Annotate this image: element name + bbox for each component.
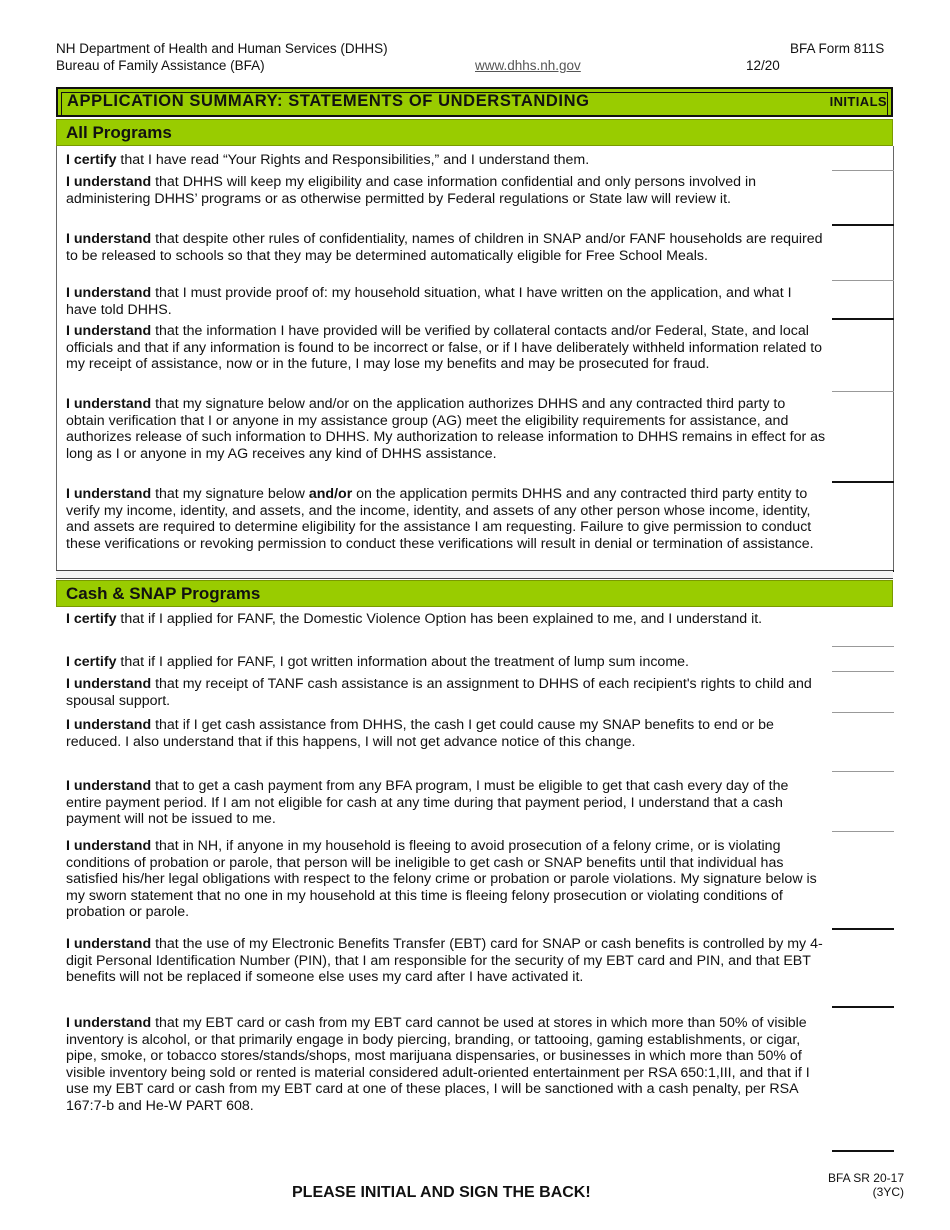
initials-line[interactable] <box>832 280 894 281</box>
statement: I understand that my signature below and/or on the application authorizes DHHS and any contracted third party to obtain verification that I or anyone in my assistance group (AG) meet the eligibility requirements for assistance, and authorizes release of such information to DHHS. My authorization to release information to DHHS remains in effect for as long as I or anyone in my AG receives any kind of DHHS assistance. <box>66 396 826 462</box>
form-date: 12/20 <box>746 58 780 73</box>
initials-line[interactable] <box>832 481 894 483</box>
statement: I certify that if I applied for FANF, I got written information about the treatment of lump sum income. <box>66 654 689 670</box>
page-title: APPLICATION SUMMARY: STATEMENTS OF UNDERSTANDING <box>67 92 590 110</box>
initials-line[interactable] <box>832 1150 894 1152</box>
statement: I understand that to get a cash payment from any BFA program, I must be eligible to get that cash every day of the entire payment period. If I am not eligible for cash at any time during that payment period, I understand that a cash payment will not be issued to me. <box>66 778 789 827</box>
section-heading-label: Cash & SNAP Programs <box>66 584 261 603</box>
form-code-line: BFA SR 20-17 <box>827 1171 904 1185</box>
statement: I understand that the use of my Electronic Benefits Transfer (EBT) card for SNAP or cash benefits is controlled by my 4-digit Personal Identification Number (PIN), that I am responsible for the security of my EBT card and PIN, and that EBT benefits will not be replaced if someone else uses my card after I have activated it. <box>66 936 823 985</box>
statement: I understand that in NH, if anyone in my household is fleeing to avoid prosecution of a felony crime, or is violating conditions of probation or parole, that person will be ineligible to get cash or SNAP benefits until that individual has satisfied his/her legal obligations with respect to the felony crime or probation or parole violations. My signature below is my sworn statement that no one in my household at this time is fleeing felony prosecution or violating conditions of probation or parole. <box>66 838 817 920</box>
statement: I understand that my receipt of TANF cash assistance is an assignment to DHHS of each recipient's rights to child and spousal support. <box>66 676 812 709</box>
initials-line[interactable] <box>832 671 894 672</box>
statement: I understand that despite other rules of confidentiality, names of children in SNAP and/or FANF households are required to be released to schools so that they may be determined automatically eligible for Free School Meals. <box>66 231 823 264</box>
statement: I understand that DHHS will keep my eligibility and case information confidential and only persons involved in administering DHHS’ programs or as otherwise permitted by Federal regulations or State law will review it. <box>66 174 756 207</box>
statement: I understand that my signature below and/or on the application permits DHHS and any contracted third party entity to verify my income, identity, and assets, and the income, identity, and assets of any other person whose income, identity, and assets are required to determine eligibility for the assistance I am requesting. Failure to give permission to conduct these verifications or revoking permission to conduct these verifications will result in denial or termination of assistance. <box>66 486 814 552</box>
initials-line[interactable] <box>832 224 894 226</box>
statement: I understand that the information I have provided will be verified by collateral contacts and/or Federal, State, and local officials and that if any information is found to be incorrect or false, or if I have deliberately withheld information related to my receipt of assistance, now or in the future, I may lose my benefits and may be prosecuted for fraud. <box>66 323 823 372</box>
statement: I understand that I must provide proof of: my household situation, what I have written on the application, and what I have told DHHS. <box>66 285 792 318</box>
statement: I certify that if I applied for FANF, the Domestic Violence Option has been explained to me, and I understand it. <box>66 611 763 627</box>
initials-line[interactable] <box>832 391 894 392</box>
section-heading-cash-snap <box>56 580 893 607</box>
initials-line[interactable] <box>832 771 894 772</box>
form-code <box>828 1171 904 1199</box>
initials-column-header: INITIALS <box>829 94 887 109</box>
form-code-suffix: (3YC) <box>872 1185 904 1199</box>
initials-line[interactable] <box>832 646 894 647</box>
section-separator <box>56 570 893 579</box>
initials-line[interactable] <box>832 928 894 930</box>
bureau-name: Bureau of Family Assistance (BFA) <box>56 58 265 73</box>
initials-line[interactable] <box>832 831 894 832</box>
statement: I understand that my EBT card or cash from my EBT card cannot be used at stores in which more than 50% of visible inventory is alcohol, or that primarily engage in body piercing, branding, or tattooing, gaming establishments, or cigar, pipe, smoke, or tobacco stores/stands/shops, most marijuana dispensaries, or businesses in which more than 50% of visible inventory being sold or rented is material considered adult-oriented entertainment per RSA 650:1,III, and that if I use my EBT card or cash from my EBT card at one of these places, I will be sanctioned with a cash penalty, per RSA 167:7-b and He-W PART 608. <box>66 1015 810 1114</box>
initial-and-sign-notice: PLEASE INITIAL AND SIGN THE BACK! <box>292 1184 591 1201</box>
statement: I certify that I have read “Your Rights and Responsibilities,” and I understand them. <box>66 152 590 168</box>
section-heading-label: All Programs <box>66 123 172 142</box>
website-link[interactable]: www.dhhs.nh.gov <box>475 58 581 73</box>
department-name: NH Department of Health and Human Services (DHHS) <box>56 41 388 56</box>
initials-line[interactable] <box>832 170 894 171</box>
initials-line[interactable] <box>832 318 894 320</box>
form-number: BFA Form 811S <box>790 41 885 56</box>
section-heading-all-programs <box>56 119 893 146</box>
initials-line[interactable] <box>832 1006 894 1008</box>
statement: I understand that if I get cash assistance from DHHS, the cash I get could cause my SNAP benefits to end or be reduced. I also understand that if this happens, I will not get advance notice of this change. <box>66 717 774 750</box>
title-bar <box>56 87 893 117</box>
initials-line[interactable] <box>832 712 894 713</box>
